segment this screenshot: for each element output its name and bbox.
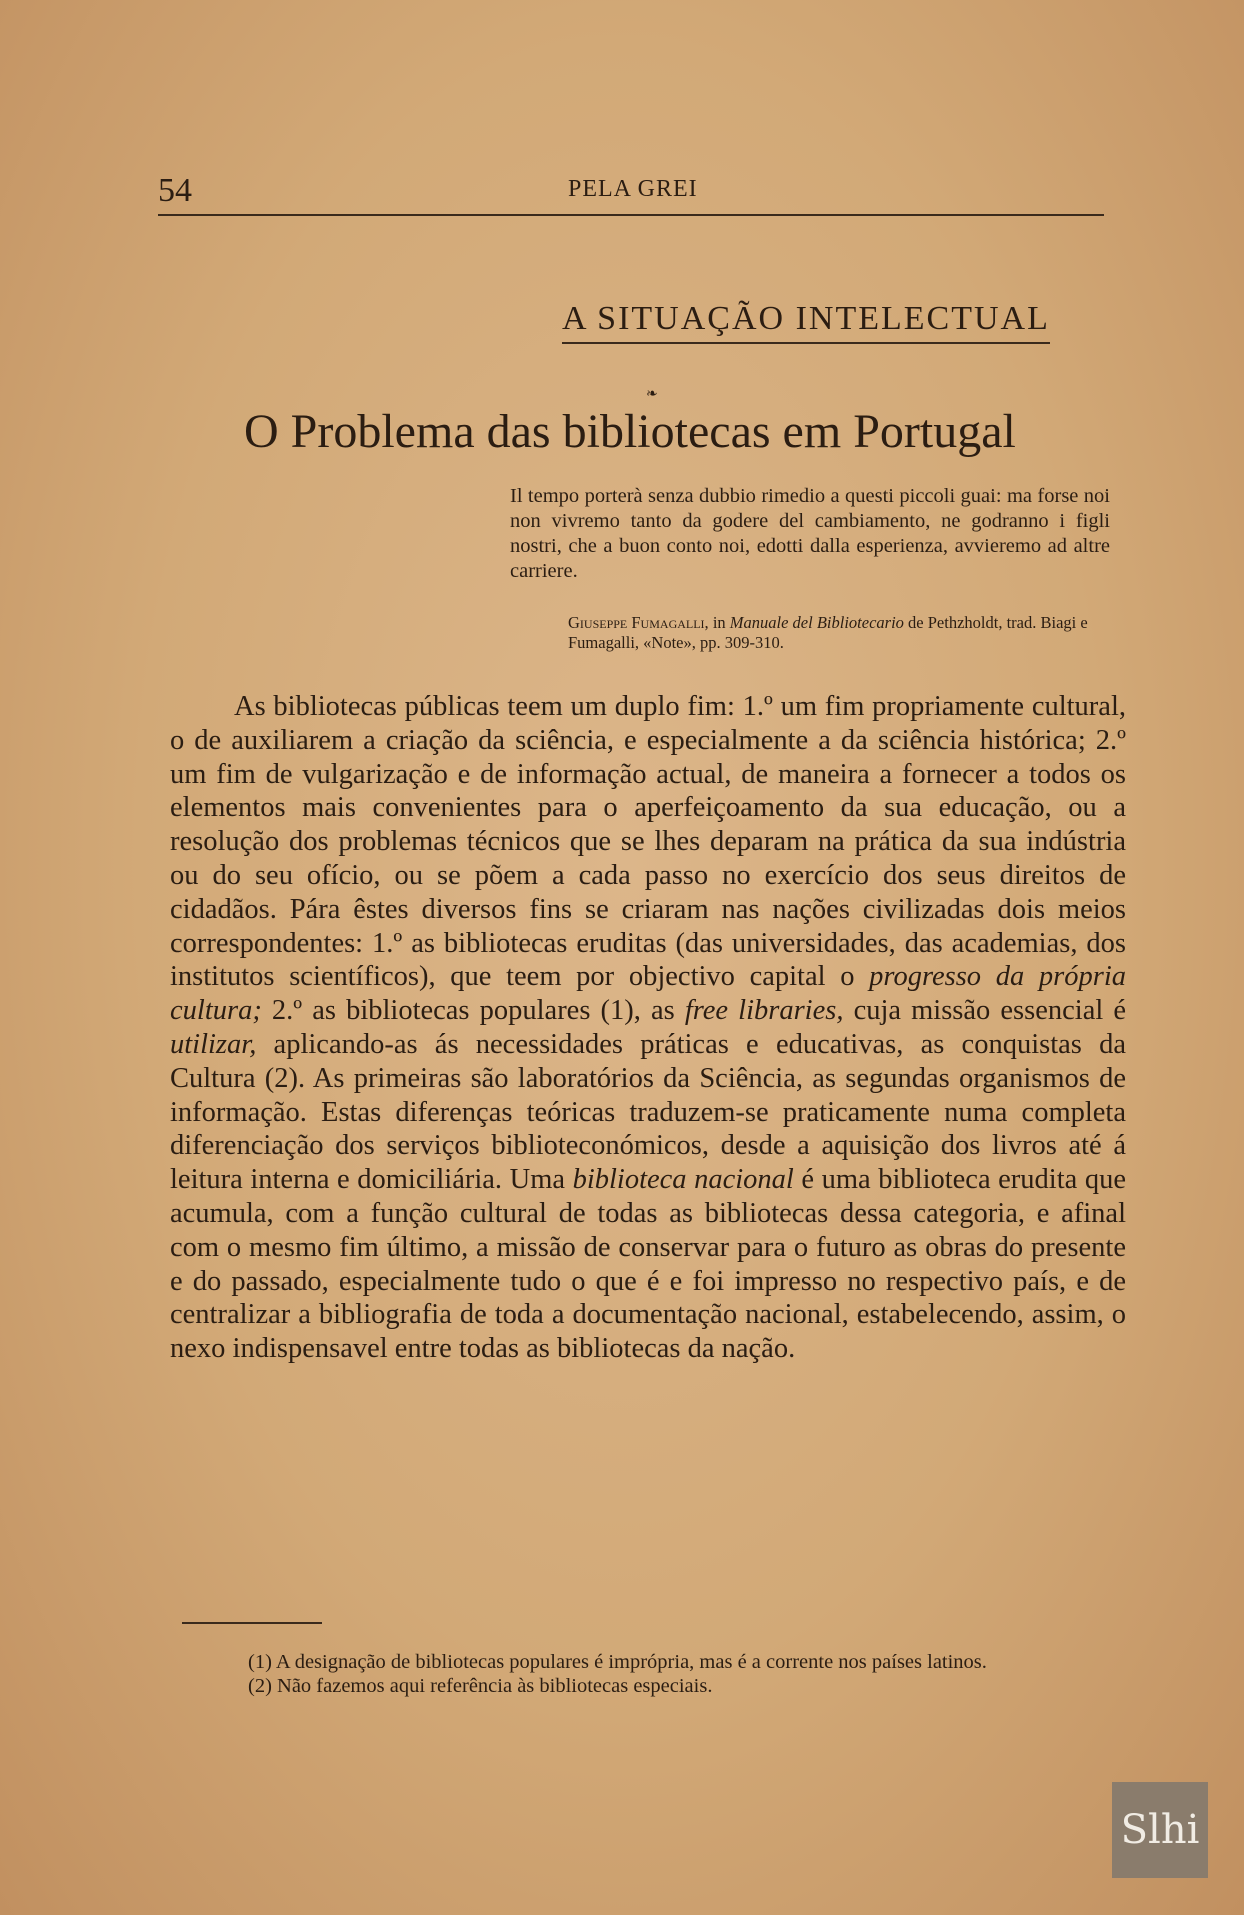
body-italic-run: progresso da própria cultura; bbox=[170, 961, 1127, 1027]
ornament-icon: ❧ bbox=[646, 387, 658, 402]
page-header bbox=[158, 170, 1104, 216]
body-paragraph bbox=[170, 690, 1126, 1366]
body-text-run: cuja missão essencial é bbox=[843, 995, 1127, 1027]
footnote-divider bbox=[182, 1622, 322, 1624]
section-title: A SITUAÇÃO INTELECTUAL bbox=[562, 300, 1050, 344]
body-italic-run: utilizar, bbox=[170, 1028, 257, 1060]
library-logo: Slhi bbox=[1112, 1782, 1208, 1878]
article-title: O Problema das bibliotecas em Portugal bbox=[244, 405, 1016, 458]
running-head: PELA GREI bbox=[568, 176, 698, 202]
body-text-run: aplicando-as ás necessidades práticas e educativas, as conquistas da Cultura (2). As primeiras são laboratórios da Sciência, as segundas organismos de informação. Estas diferenças teóricas traduzem-se praticamente numa completa diferenciação dos serviços biblioteconómicos, desde a aquisição dos livros até á leitura interna e domiciliária. Uma bbox=[170, 1028, 1126, 1196]
epigraph-attribution bbox=[568, 613, 1108, 653]
body-text-run: 2.º as bibliotecas populares (1), as bbox=[261, 995, 685, 1027]
epigraph-work: Manuale del Bibliotecario bbox=[729, 613, 904, 632]
body-italic-run: free libraries, bbox=[684, 995, 844, 1027]
footnote-2: (2) Não fazemos aqui referência às bibliotecas especiais. bbox=[248, 1675, 713, 1697]
footnotes bbox=[178, 1650, 1126, 1698]
epigraph-source-rest: de Pethzholdt, trad. Biagi e Fumagalli, «Note», pp. 309-310. bbox=[568, 613, 1088, 652]
epigraph-author: Giuseppe Fumagalli, bbox=[568, 613, 709, 632]
epigraph: Il tempo porterà senza dubbio rimedio a questi piccoli guai: ma forse noi non vivremo tanto da godere del cambiamento, ne godranno i figli nostri, che a buon conto noi, edotti dalla esperienza, avvieremo ad altre carriere. bbox=[510, 485, 1110, 582]
body-italic-run: biblioteca nacional bbox=[572, 1164, 794, 1196]
footnote-1: (1) A designação de bibliotecas populares é imprópria, mas é a corrente nos países latinos. bbox=[248, 1651, 987, 1673]
body-text-run: é uma biblioteca erudita que acumula, com a função cultural de todas as bibliotecas dessa categoria, e afinal com o mesmo fim último, a missão de conservar para o futuro as obras do presente e do passado, especialmente tudo o que é e foi impresso no respectivo país, e de centralizar a bibliografia de toda a documentação nacional, estabelecendo, assim, o nexo indispensavel entre todas as bibliotecas da nação. bbox=[170, 1164, 1126, 1365]
epigraph-in: in bbox=[708, 613, 730, 632]
page-number: 54 bbox=[158, 172, 192, 209]
body-text-run: As bibliotecas públicas teem um duplo fim: 1.º um fim propriamente cultural, o de auxiliarem a criação da sciência, e especialmente a da sciência histórica; 2.º um fim de vulgarização e de informação actual, de maneira a fornecer a todos os elementos mais convenientes para o aperfeiçoamento da sua educação, ou a resolução dos problemas técnicos que se lhes deparam na prática da sua indústria ou do seu ofício, ou se põem a cada passo no exercício dos seus direitos de cidadãos. Pára êstes diversos fins se criaram nas nações civilizadas dois meios correspondentes: 1.º as bibliotecas eruditas (das universidades, das academias, dos institutos scientíficos), que teem por objectivo capital o bbox=[170, 691, 1126, 993]
body-text bbox=[170, 690, 1126, 1366]
